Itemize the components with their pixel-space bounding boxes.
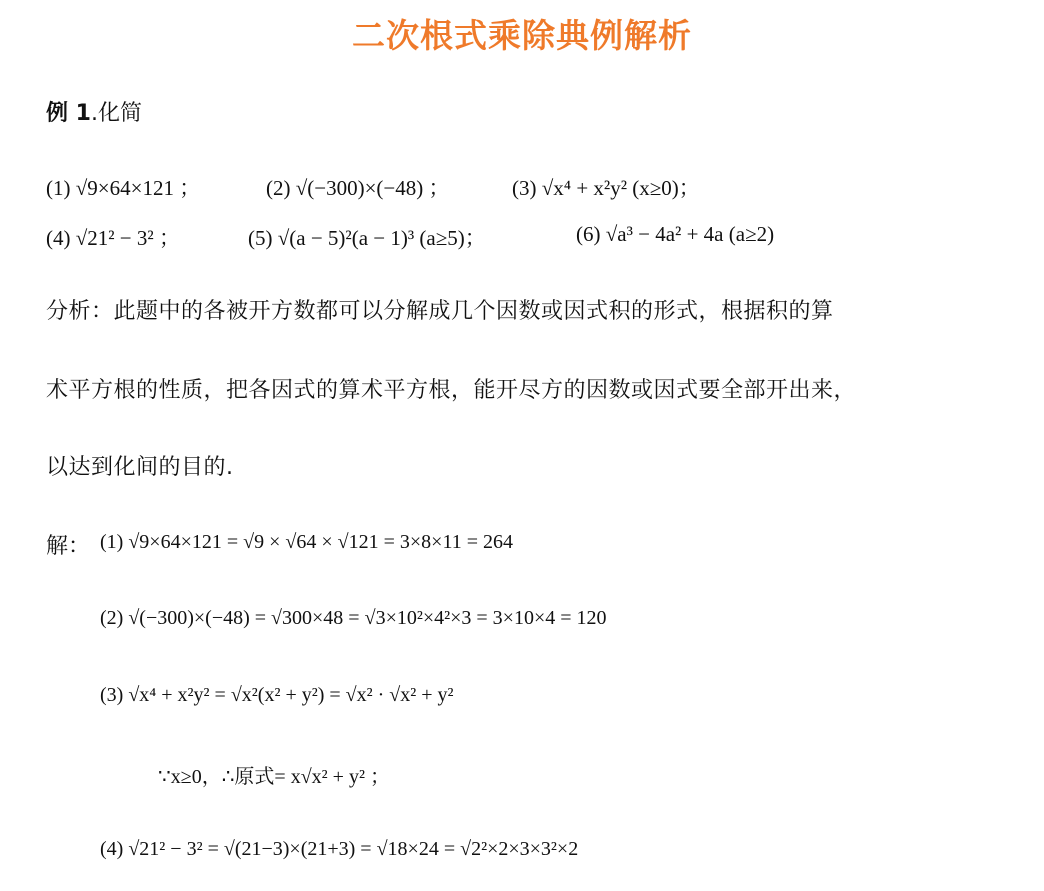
example-label: 例 1 <box>46 101 91 126</box>
solution-label: 解： <box>46 534 91 559</box>
solution-line-4: ∵x≥0，∴原式= x√x² + y² ； <box>158 766 390 788</box>
solution-line-2: (2) √(−300)×(−48) = √300×48 = √3×10²×4²×3 = 3×10×4 = 120 <box>100 607 607 629</box>
solution-line-5: (4) √21² − 3² = √(21−3)×(21+3) = √18×24 = √2²×2×3×3²×2 <box>100 838 579 860</box>
example-heading <box>46 96 142 127</box>
problem-3: (3) √x⁴ + x²y² (x≥0)； <box>512 176 700 200</box>
solution-line-1: (1) √9×64×121 = √9 × √64 × √121 = 3×8×11 = 264 <box>100 531 513 553</box>
example-text: .化简 <box>90 101 142 126</box>
analysis-line-2: 术平方根的性质，把各因式的算术平方根，能开尽方的因数或因式要全部开出来， <box>46 378 857 403</box>
solution-line-3: (3) √x⁴ + x²y² = √x²(x² + y²) = √x² · √x² + y² <box>100 684 454 706</box>
problem-2: (2) √(−300)×(−48) ； <box>266 176 450 200</box>
problem-5: (5) √(a − 5)²(a − 1)³ (a≥5)； <box>248 226 486 250</box>
problem-4: (4) √21² − 3² ； <box>46 226 180 250</box>
problem-6: (6) √a³ − 4a² + 4a (a≥2) <box>576 222 775 246</box>
analysis-line-3: 以达到化间的目的. <box>46 455 234 480</box>
problem-1: (1) √9×64×121 ； <box>46 176 201 200</box>
analysis-line-1: 分析：此题中的各被开方数都可以分解成几个因数或因式积的形式，根据积的算 <box>46 299 834 324</box>
page-title: 二次根式乘除典例解析 <box>352 16 692 55</box>
